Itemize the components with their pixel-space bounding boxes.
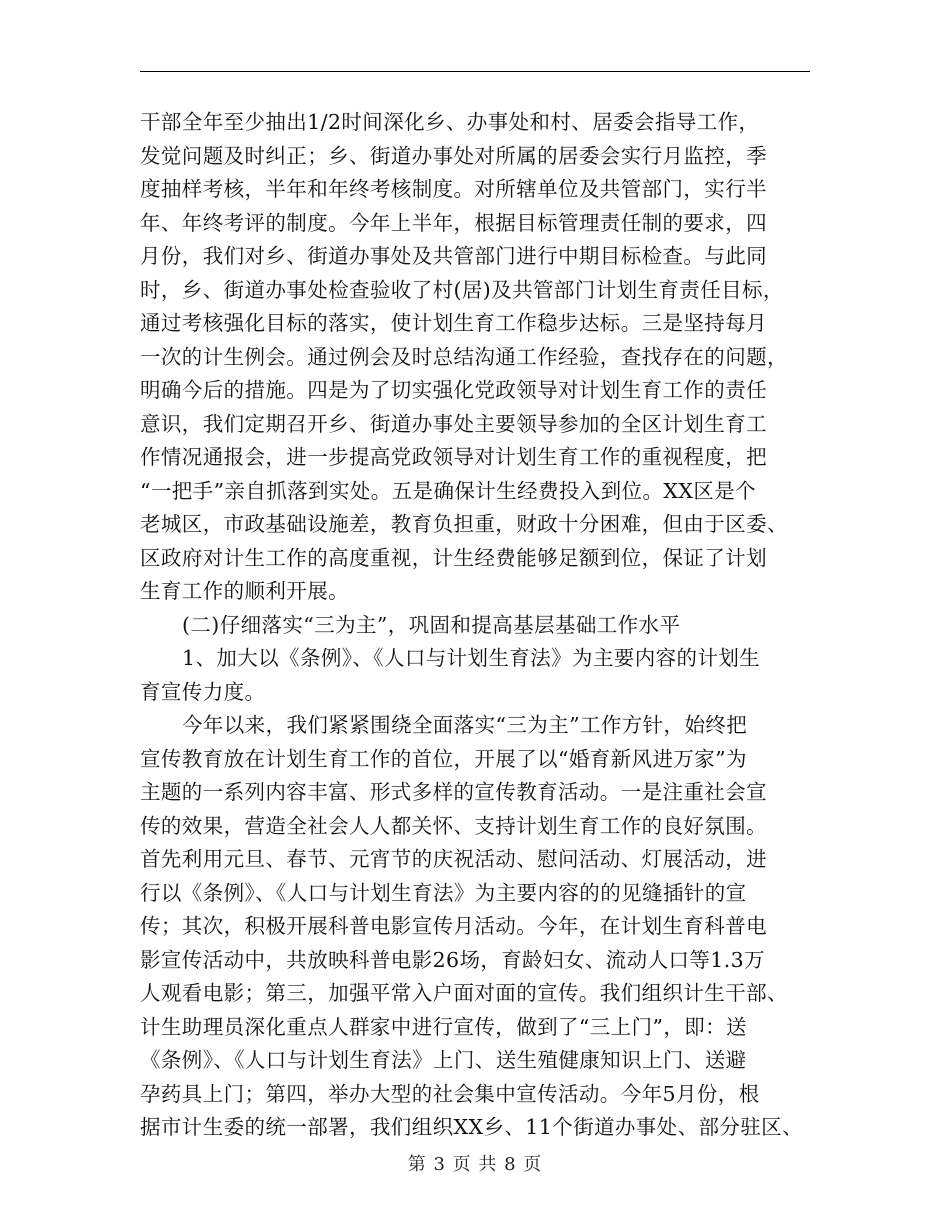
- text-line: 年、年终考评的制度。今年上半年，根据目标管理责任制的要求，四: [140, 210, 767, 235]
- text-line: 主题的一系列内容丰富、形式多样的宣传教育活动。一是注重社会宣: [140, 780, 767, 804]
- text-line: 据市计生委的统一部署，我们组织XX乡、11个街道办事处、部分驻区、: [140, 1115, 803, 1139]
- page-footer: 第 3 页 共 8 页: [407, 1154, 543, 1175]
- text-line: 生育工作的顺利开展。: [140, 579, 349, 603]
- text-line: 时，乡、街道办事处检查验收了村(居)及共管部门计划生育责任目标，: [140, 277, 784, 302]
- body-text: [140, 106, 812, 1145]
- text-line: 孕药具上门；第四，举办大型的社会集中宣传活动。今年5月份，根: [140, 1081, 760, 1106]
- text-line: 干部全年至少抽出1/2时间深化乡、办事处和村、居委会指导工作，: [140, 110, 760, 134]
- text-line: 老城区，市政基础设施差，教育负担重，财政十分困难，但由于区委、: [140, 512, 788, 536]
- text-line: 发觉问题及时纠正；乡、街道办事处对所属的居委会实行月监控，季: [140, 143, 767, 168]
- text-line: 明确今后的措施。四是为了切实强化党政领导对计划生育工作的责任: [140, 378, 767, 402]
- text-line: 人观看电影；第三，加强平常入户面对面的宣传。我们组织计生干部、: [140, 981, 788, 1005]
- text-line: 作情况通报会，进一步提高党政领导对计划生育工作的重视程度，把: [140, 445, 767, 469]
- text-line: 度抽样考核，半年和年终考核制度。对所辖单位及共管部门，实行半: [140, 177, 767, 201]
- text-line: 行以《条例》、《人口与计划生育法》为主要内容的的见缝插针的宣: [140, 880, 747, 905]
- text-line: 通过考核强化目标的落实，使计划生育工作稳步达标。三是坚持每月: [140, 311, 767, 335]
- text-line: 《条例》、《人口与计划生育法》上门、送生殖健康知识上门、送避: [140, 1048, 747, 1072]
- text-line: 一次的计生例会。通过例会及时总结沟通工作经验，查找存在的问题，: [140, 344, 788, 369]
- header-rule: [140, 71, 810, 72]
- text-line: 计生助理员深化重点人群家中进行宣传，做到了“三上门”，即：送: [140, 1014, 747, 1039]
- text-line: 区政府对计生工作的高度重视，计生经费能够足额到位，保证了计划: [140, 545, 767, 570]
- text-line: 意识，我们定期召开乡、街道办事处主要领导参加的全区计划生育工: [140, 411, 767, 436]
- text-line: 首先利用元旦、春节、元宵节的庆祝活动、慰问活动、灯展活动，进: [140, 847, 767, 871]
- text-line: 传；其次，积极开展科普电影宣传月活动。今年，在计划生育科普电: [140, 914, 767, 938]
- text-line: 育宣传力度。: [140, 679, 266, 704]
- text-line: 1、加大以《条例》、《人口与计划生育法》为主要内容的计划生: [182, 646, 761, 670]
- text-line: (二)仔细落实“三为主”，巩固和提高基层基础工作水平: [182, 612, 681, 637]
- text-line: 宣传教育放在计划生育工作的首位，开展了以“婚育新风进万家”为: [140, 746, 747, 771]
- text-line: “一把手”亲自抓落到实处。五是确保计生经费投入到位。XX区是个: [140, 478, 757, 503]
- text-line: 影宣传活动中，共放映科普电影26场，育龄妇女、流动人口等1.3万: [140, 947, 765, 972]
- text-line: 今年以来，我们紧紧围绕全面落实“三为主”工作方针，始终把: [182, 713, 748, 737]
- text-line: 月份，我们对乡、街道办事处及共管部门进行中期目标检查。与此同: [140, 244, 767, 268]
- text-line: 传的效果，营造全社会人人都关怀、支持计划生育工作的良好氛围。: [140, 813, 767, 838]
